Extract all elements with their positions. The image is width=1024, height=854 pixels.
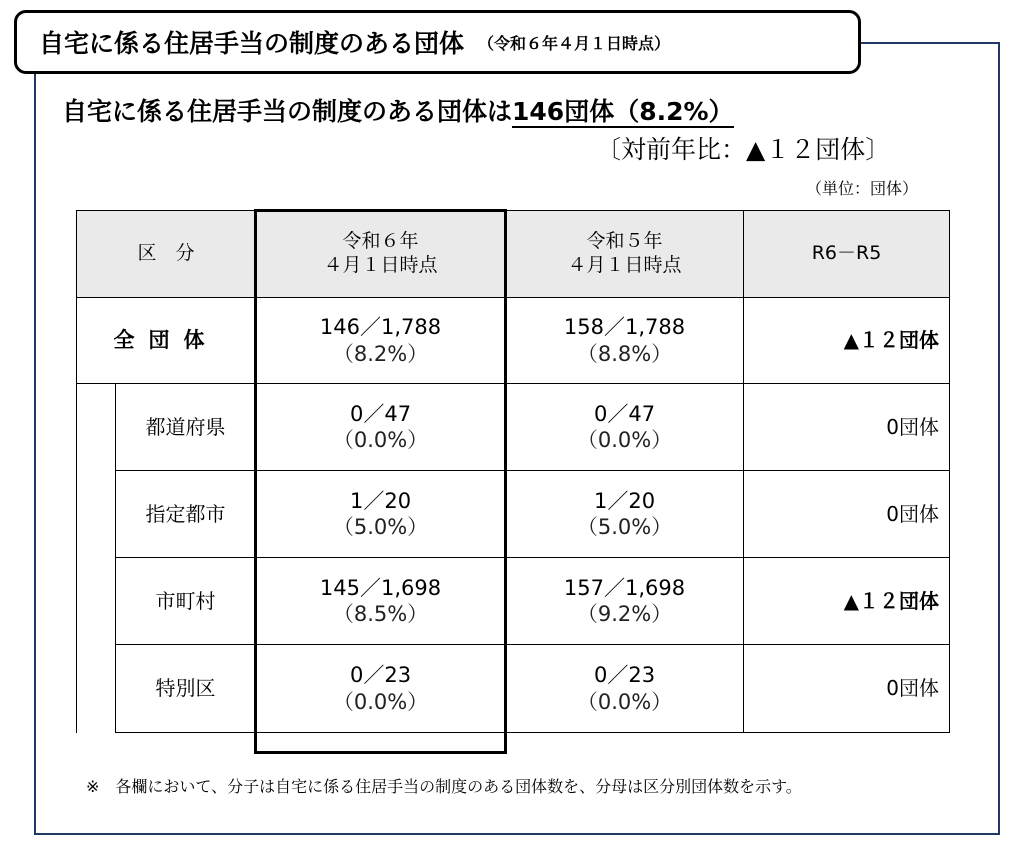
r5-percent: （0.0%）: [576, 689, 673, 714]
indent-cell: [77, 384, 116, 471]
page-title: 自宅に係る住居手当の制度のある団体: [39, 29, 465, 58]
r5-percent: （5.0%）: [576, 515, 673, 539]
table-row: [77, 298, 950, 384]
headline-prefix: 自宅に係る住居手当の制度のある団体は: [62, 97, 513, 126]
year-over-year: 〔対前年比：▲１２団体〕: [596, 135, 891, 164]
r6-count: 0／23: [349, 663, 412, 688]
row-category: 特別区: [116, 645, 256, 733]
diff-value: ▲１２団体: [744, 298, 950, 384]
r6-value: [256, 558, 506, 645]
header-r5-line1: 令和５年: [586, 230, 663, 253]
header-diff: R6－R5: [744, 211, 950, 298]
r6-value: [256, 471, 506, 558]
unit-label: （単位：団体）: [806, 179, 919, 198]
diff-value: 0団体: [744, 384, 950, 471]
row-category: 市町村: [116, 558, 256, 645]
r6-percent: （5.0%）: [332, 515, 429, 539]
r5-value: [506, 558, 744, 645]
r5-count: 0／23: [593, 663, 656, 688]
data-table: [76, 210, 950, 733]
r6-percent: （0.0%）: [332, 689, 429, 714]
header-r6: [256, 211, 506, 298]
table-row: [77, 384, 950, 471]
r5-value: [506, 298, 744, 384]
table-header-row: [77, 211, 950, 298]
table-row: [77, 471, 950, 558]
r5-count: 1／20: [593, 488, 656, 513]
r5-value: [506, 471, 744, 558]
header-r5-line2: ４月１日時点: [567, 254, 682, 276]
r5-percent: （8.8%）: [576, 341, 673, 366]
headline: [62, 92, 734, 128]
r6-percent: （8.5%）: [332, 602, 429, 626]
diff-value: 0団体: [744, 471, 950, 558]
header-r5: [506, 211, 744, 298]
indent-cell: [77, 645, 116, 733]
r5-percent: （0.0%）: [576, 428, 673, 452]
r5-value: [506, 384, 744, 471]
r6-value: [256, 298, 506, 384]
footnote: ※ 各欄において、分子は自宅に係る住居手当の制度のある団体数を、分母は区分別団体数を示す。: [86, 777, 802, 796]
r6-count: 1／20: [349, 488, 412, 513]
row-category: 指定都市: [116, 471, 256, 558]
header-category: 区 分: [77, 211, 256, 298]
title-box: [14, 10, 861, 74]
indent-cell: [77, 558, 116, 645]
r5-count: 157／1,698: [563, 575, 686, 600]
title-date: （令和６年４月１日時点）: [478, 33, 671, 53]
row-category: 全団体: [77, 298, 256, 384]
header-r6-line1: 令和６年: [342, 230, 419, 253]
r6-count: 146／1,788: [319, 315, 442, 340]
diff-value: 0団体: [744, 645, 950, 733]
r5-value: [506, 645, 744, 733]
r6-percent: （8.2%）: [332, 341, 429, 366]
diff-value: ▲１２団体: [744, 558, 950, 645]
table-row: [77, 645, 950, 733]
headline-highlight: 146団体（8.2%）: [512, 97, 734, 126]
r6-value: [256, 384, 506, 471]
indent-cell: [77, 471, 116, 558]
r6-percent: （0.0%）: [332, 428, 429, 452]
r5-count: 158／1,788: [563, 315, 686, 340]
table-row: [77, 558, 950, 645]
r6-count: 145／1,698: [319, 575, 442, 600]
r6-value: [256, 645, 506, 733]
r5-count: 0／47: [593, 401, 656, 426]
row-category: 都道府県: [116, 384, 256, 471]
r5-percent: （9.2%）: [576, 602, 673, 626]
header-r6-line2: ４月１日時点: [323, 254, 438, 276]
r6-count: 0／47: [349, 401, 412, 426]
